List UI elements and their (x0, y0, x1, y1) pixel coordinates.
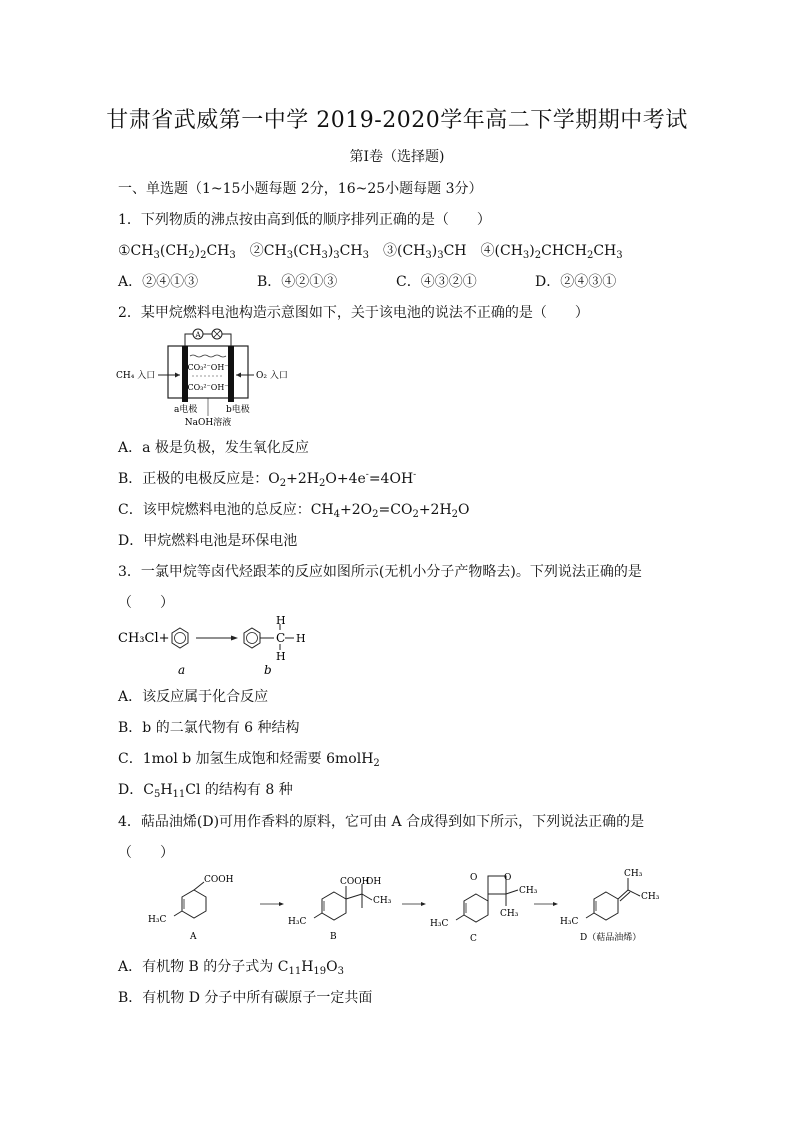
q4-paren: （ ） (118, 845, 174, 861)
c-carbonyl-o: O (470, 873, 478, 883)
q1-option-a: A．②④①③ (118, 274, 199, 290)
q4-option-a: A．有机物 B 的分子式为 $C_{11}H_{19}O_3$ (118, 959, 345, 977)
section-subtitle: 第Ⅰ卷（选择题) (349, 149, 445, 165)
q3-option-d: D．$C_5H_{11}Cl$ 的结构有 8 种 (118, 782, 293, 800)
a-h3c: H₃C (148, 915, 167, 925)
d-h3c: H₃C (560, 917, 579, 927)
a-cooh: COOH (204, 875, 234, 885)
molecule-c (430, 873, 538, 944)
q3-option-a: A．该反应属于化合反应 (118, 689, 269, 705)
label-a: a (178, 663, 186, 677)
q2-option-a: A．a 极是负极，发生氧化反应 (118, 440, 309, 456)
q1-option-b: B．④②①③ (257, 274, 338, 290)
q1-items: $①CH_3(CH_2)_2CH_3$ $②CH_3(CH_3)_3CH_3$ $③(CH_3)_3CH$ $④(CH_3)_2CHCH_2CH_3$ (118, 243, 623, 261)
q1-option-d: D．②④③① (535, 274, 617, 290)
h-right: H (296, 632, 306, 645)
q3-paren: （ ） (118, 595, 174, 611)
q3-reaction-diagram (116, 616, 336, 680)
ch4-inlet-label: CH₄ 入口 (116, 371, 156, 381)
q1-stem: 1．下列物质的沸点按由高到低的顺序排列正确的是（ ） (118, 212, 491, 228)
c-ch3-a: CH₃ (519, 886, 538, 896)
q1-option-c: C．④③②① (396, 274, 477, 290)
ammeter-label: A (195, 331, 201, 339)
ion-label-1: CO₃²⁻OH⁻ (187, 363, 229, 372)
page-title: 甘肃省武威第一中学 2019-2020学年高二下学期期中考试 (106, 108, 688, 133)
label-D: D（萜品油烯） (580, 933, 642, 943)
q4-stem: 4．萜品油烯(D)可用作香料的原料，它可由 A 合成得到如下所示，下列说法正确的是 (118, 814, 645, 830)
electrode-a (182, 346, 188, 402)
label-B: B (330, 932, 337, 942)
o2-inlet-label: O₂ 入口 (256, 371, 288, 381)
q2-option-d: D．甲烷燃料电池是环保电池 (118, 533, 298, 549)
molecule-d (560, 869, 660, 943)
label-b: b (264, 663, 272, 677)
h-top: H (276, 616, 286, 627)
b-h3c: H₃C (288, 917, 307, 927)
c-ring-o: O (504, 873, 512, 883)
b-oh: OH (366, 877, 382, 887)
q3-stem: 3．一氯甲烷等卤代烃跟苯的反应如图所示(无机小分子产物略去)。下列说法正确的是 (118, 564, 642, 580)
q4-option-b: B．有机物 D 分子中所有碳原子一定共面 (118, 990, 373, 1006)
electrode-a-label: a电极 (174, 405, 198, 415)
q2-stem: 2．某甲烷燃料电池构造示意图如下，关于该电池的说法不正确的是（ ） (118, 305, 589, 321)
q2-option-c: C．该甲烷燃料电池的总反应：$CH_4+2O_2=CO_2+2H_2O$ (118, 502, 470, 520)
q3-option-c: C．1mol b 加氢生成饱和烃需要 6molH$_2$ (118, 751, 380, 769)
b-cooh: COOH (340, 877, 370, 887)
c-ch3-b: CH₃ (500, 909, 519, 919)
c-h3c: H₃C (430, 919, 449, 929)
b-ch3: CH₃ (373, 896, 392, 906)
ion-label-2: CO₃²⁻OH⁻ (187, 383, 229, 392)
h-bottom: H (276, 650, 286, 663)
molecule-b (288, 877, 392, 942)
section-heading: 一、单选题（1~15小题每题 2分，16~25小题每题 3分） (118, 181, 483, 197)
q4-synthesis-diagram (140, 866, 680, 946)
d-ch3-a: CH₃ (624, 869, 643, 879)
q2-option-b: B．正极的电极反应是：$O_2+2H_2O+4e^-=4OH^-$ (118, 470, 417, 489)
fuel-cell-diagram (116, 324, 306, 430)
electrode-b (228, 346, 234, 402)
methyl-carbon: C (276, 631, 286, 645)
label-C: C (470, 934, 477, 944)
q3-reagent-text: CH₃Cl+ (118, 631, 170, 646)
label-A: A (190, 932, 197, 942)
molecule-a (148, 875, 234, 942)
external-wire (185, 334, 231, 346)
electrolyte-label: NaOH溶液 (184, 418, 232, 428)
q3-option-b: B．b 的二氯代物有 6 种结构 (118, 720, 300, 736)
d-ch3-b: CH₃ (641, 892, 660, 902)
electrode-b-label: b电极 (226, 405, 250, 415)
